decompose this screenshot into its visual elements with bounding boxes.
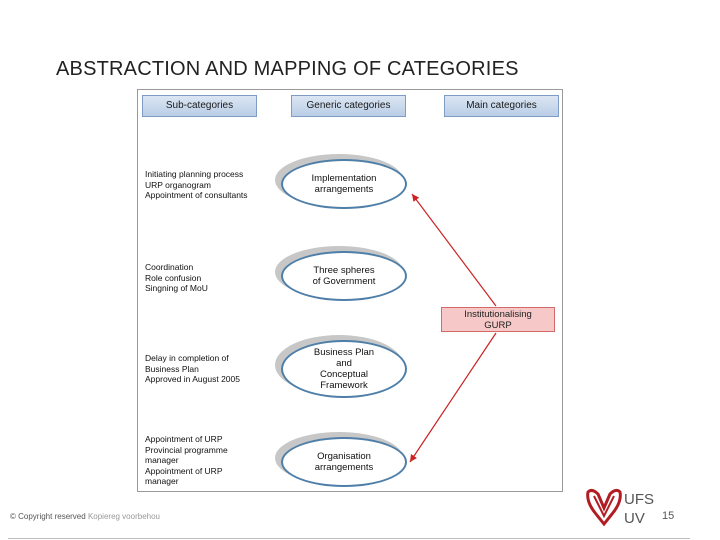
subcategory-line: Appointment of consultants [145, 190, 248, 200]
main-line: Institutionalising [464, 309, 532, 320]
ufs-logo [584, 486, 664, 533]
logo-text-top: UFS [624, 491, 654, 508]
page-title: ABSTRACTION AND MAPPING OF CATEGORIES [56, 58, 519, 80]
subcategory-line: Business Plan [145, 363, 199, 374]
copyright-text-afrikaans: Kopiereg voorbehou [87, 512, 160, 521]
subcategory-line: Approved in August 2005 [145, 374, 240, 384]
generic-line: of Government [312, 276, 376, 287]
main-line: GURP [484, 319, 512, 331]
generic-line: Business Plan [313, 347, 375, 358]
generic-line: Implementation [311, 173, 377, 184]
arrow-to-implementation [412, 194, 496, 306]
subcategory-line: Delay in completion of [145, 353, 229, 363]
subcategory-line: URP organogram [145, 179, 211, 190]
subcategory-line: Appointment of URP [145, 465, 223, 476]
subcategory-line: Coordination [145, 262, 194, 272]
subcategory-line: Role confusion [145, 272, 202, 283]
header-subcategories: Sub-categories [142, 95, 257, 117]
header-generic-categories: Generic categories [291, 95, 406, 117]
generic-line: Framework [320, 380, 368, 391]
generic-line: arrangements [314, 184, 374, 195]
generic-line: and [336, 358, 352, 369]
subcategory-line: Singning of MoU [145, 283, 208, 293]
subcategory-line: Initiating planning process [145, 169, 244, 179]
subcategory-line: Provincial programme [145, 444, 228, 455]
subcategory-line: manager [145, 455, 179, 465]
subcategory-line: manager [145, 476, 179, 486]
generic-line: Three spheres [313, 265, 375, 276]
header-main-categories: Main categories [444, 95, 559, 117]
footer-divider [8, 538, 690, 539]
generic-line: Organisation [317, 451, 371, 462]
copyright-notice [10, 512, 160, 521]
arrow-to-organisation [410, 333, 496, 462]
subcategory-line: Appointment of URP [145, 434, 223, 444]
copyright-text: © Copyright reserved [10, 512, 86, 521]
generic-line: arrangements [314, 462, 374, 473]
generic-line: Conceptual [319, 369, 369, 380]
page-number: 15 [662, 510, 675, 522]
logo-text-bottom: UV [624, 510, 645, 527]
